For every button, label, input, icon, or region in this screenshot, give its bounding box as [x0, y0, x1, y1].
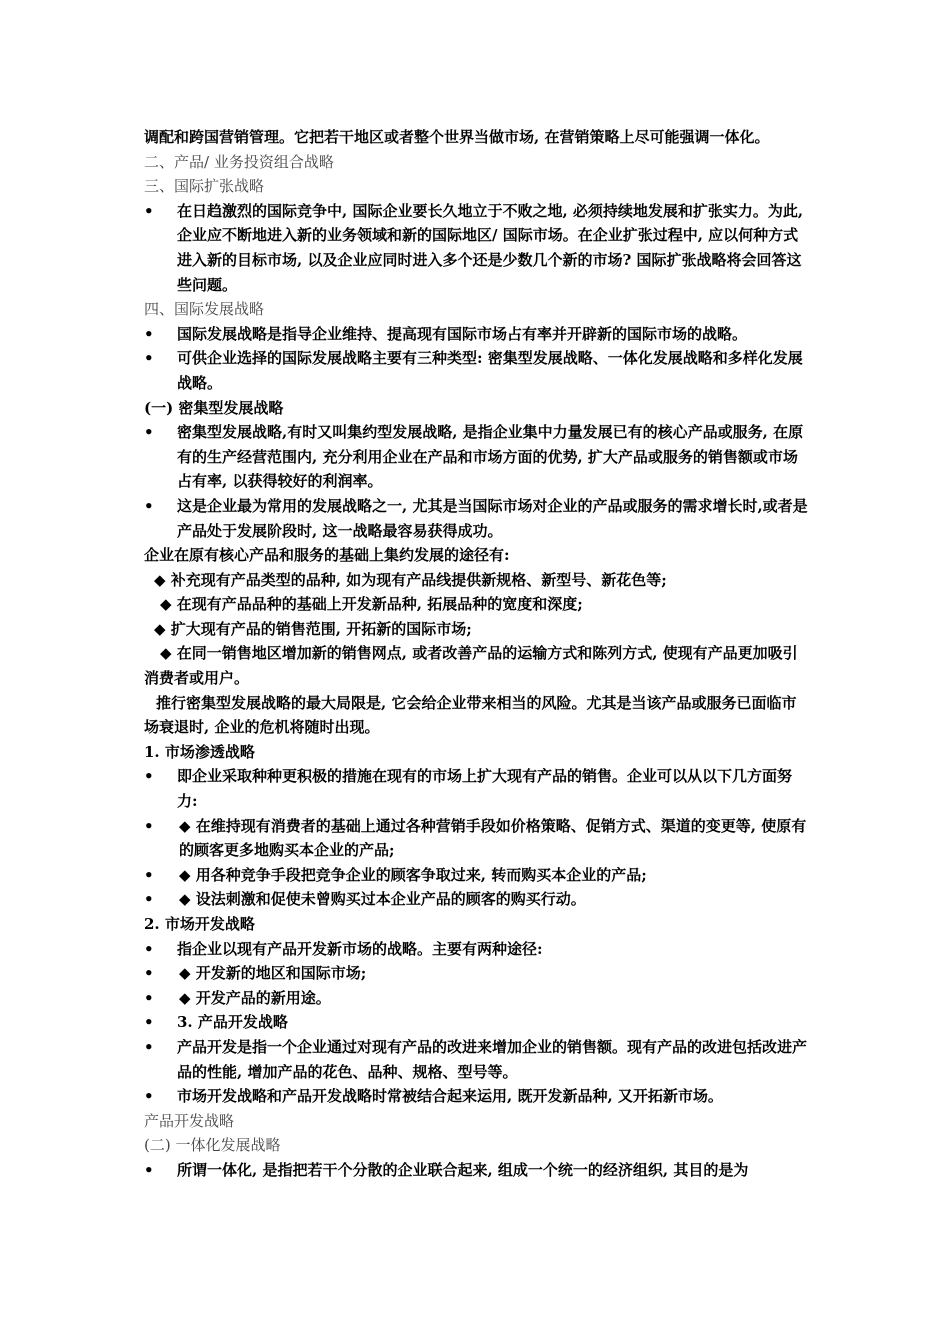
section-heading: 二、产品/ 业务投资组合战略 [144, 152, 334, 171]
bullet-icon: • [144, 767, 154, 786]
paragraph: 推行密集型发展战略的最大局限是, 它会给企业带来相当的风险。尤其是当该产品或服务已面临市场衰退时, 企业的危机将随时出现。 [144, 693, 797, 737]
subsection-heading: 1. 市场渗透战略 [144, 742, 255, 761]
bullet-paragraph: • 指企业以现有产品开发新市场的战略。主要有两种途径: [144, 937, 808, 962]
subsection-heading: 2. 市场开发战略 [144, 915, 255, 933]
bullet-icon: • [144, 964, 154, 983]
diamond-item: ◆ 在现有产品品种的基础上开发新品种, 拓展品种的宽度和深度; [160, 595, 583, 614]
bullet-paragraph: • ◆ 开发产品的新用途。 [144, 986, 808, 1011]
bullet-icon: • [144, 1037, 154, 1056]
paragraph: 企业在原有核心产品和服务的基础上集约发展的途径有: [144, 546, 510, 565]
section-heading: 产品开发战略 [144, 1111, 235, 1130]
bullet-paragraph: • 3. 产品开发战略 [144, 1010, 808, 1035]
diamond-item: ◆ 补充现有产品类型的品种, 如为现有产品线提供新规格、新型号、新花色等; [154, 570, 667, 589]
bullet-paragraph: • ◆ 用各种竞争手段把竞争企业的顾客争取过来, 转而购买本企业的产品; [144, 863, 808, 888]
bullet-paragraph: • 国际发展战略是指导企业维持、提高现有国际市场占有率并开辟新的国际市场的战略。 [144, 322, 808, 347]
bullet-icon: • [144, 890, 154, 909]
bullet-icon: • [144, 1160, 154, 1179]
bullet-icon: • [144, 423, 154, 442]
section-heading: 四、国际发展战略 [144, 300, 265, 319]
bullet-paragraph: • ◆ 设法刺激和促使未曾购买过本企业产品的顾客的购买行动。 [144, 887, 808, 912]
bullet-paragraph: • ◆ 在维持现有消费者的基础上通过各种营销手段如价格策略、促销方式、渠道的变更等, 使原有的顾客更多地购买本企业的产品; [144, 814, 808, 863]
bullet-icon: • [144, 324, 154, 343]
bullet-paragraph: • 即企业采取种种更积极的措施在现有的市场上扩大现有产品的销售。企业可以从以下几方面努力: [144, 764, 808, 813]
bullet-paragraph: • 市场开发战略和产品开发战略时常被结合起来运用, 既开发新品种, 又开拓新市场。 [144, 1084, 808, 1109]
diamond-item: ◆ 在同一销售地区增加新的销售网点, 或者改善产品的运输方式和陈列方式, 使现有产品更加吸引消费者或用户。 [144, 644, 798, 688]
bullet-icon: • [144, 201, 154, 220]
bullet-paragraph: • 可供企业选择的国际发展战略主要有三种类型: 密集型发展战略、一体化发展战略和多样化发展战略。 [144, 346, 808, 395]
diamond-item: ◆ 扩大现有产品的销售范围, 开拓新的国际市场; [154, 619, 472, 638]
bullet-icon: • [144, 816, 154, 835]
bullet-icon: • [144, 1087, 154, 1106]
paragraph: 调配和跨国营销管理。它把若干地区或者整个世界当做市场, 在营销策略上尽可能强调一体化。 [144, 128, 770, 146]
bullet-icon: • [144, 865, 154, 884]
bullet-paragraph: • 在日趋激烈的国际竞争中, 国际企业要长久地立于不败之地, 必须持续地发展和扩张实力。为此, 企业应不断地进入新的业务领域和新的国际地区/ 国际市场。在企业扩张过程中, 应以何种方式进入新的目标市场, 以及企业应同时进入多个还是少数几个新的市场? 国际扩张战略将会回答这些问题。 [144, 199, 808, 297]
bullet-icon: • [144, 939, 154, 958]
bullet-icon: • [144, 988, 154, 1007]
bullet-paragraph: • ◆ 开发新的地区和国际市场; [144, 961, 808, 986]
subsection-heading: (一) 密集型发展战略 [144, 398, 284, 417]
bullet-paragraph: • 密集型发展战略,有时又叫集约型发展战略, 是指企业集中力量发展已有的核心产品或服务, 在原有的生产经营范围内, 充分利用企业在产品和市场方面的优势, 扩大产品或服务的销售额或市场占有率, 以获得较好的利润率。 [144, 420, 808, 494]
bullet-paragraph: • 这是企业最为常用的发展战略之一, 尤其是当国际市场对企业的产品或服务的需求增长时,或者是产品处于发展阶段时, 这一战略最容易获得成功。 [144, 494, 808, 543]
bullet-paragraph: • 产品开发是指一个企业通过对现有产品的改进来增加企业的销售额。现有产品的改进包括改进产品的性能, 增加产品的花色、品种、规格、型号等。 [144, 1035, 808, 1084]
section-heading: 三、国际扩张战略 [144, 177, 265, 196]
bullet-icon: • [144, 349, 154, 368]
bullet-paragraph: • 所谓一体化, 是指把若干个分散的企业联合起来, 组成一个统一的经济组织, 其目的是为 [144, 1158, 808, 1183]
section-heading: (二) 一体化发展战略 [144, 1136, 281, 1155]
document-body [144, 125, 808, 1183]
bullet-icon: • [144, 1013, 154, 1032]
bullet-icon: • [144, 496, 154, 515]
